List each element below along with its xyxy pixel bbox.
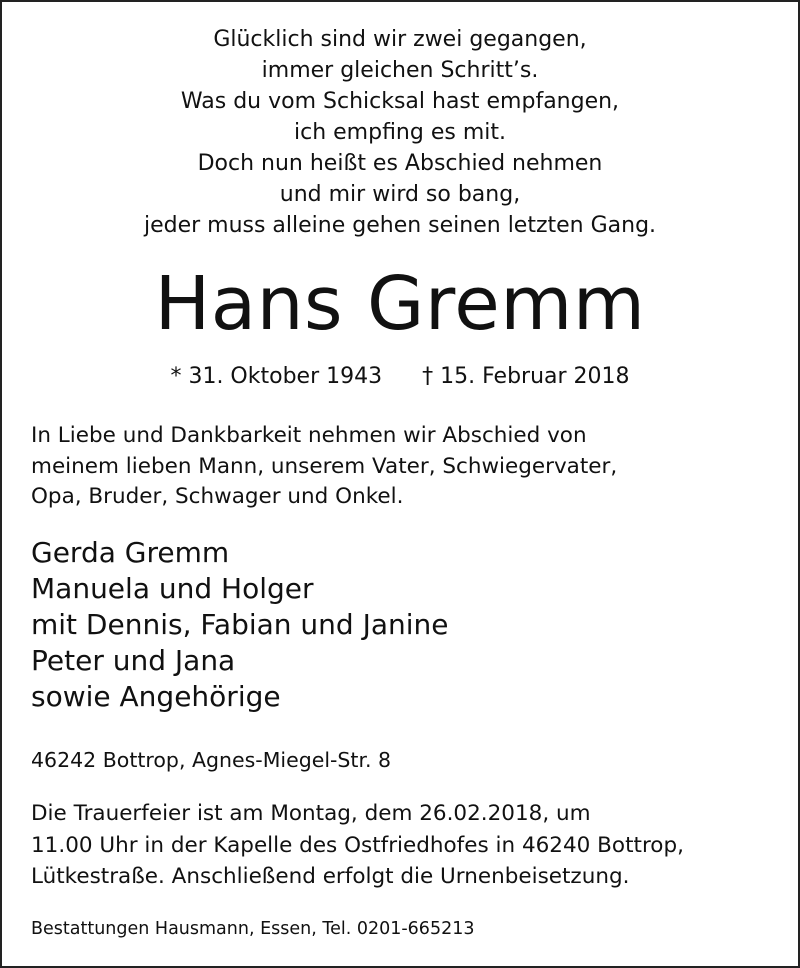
mourner: Manuela und Holger (31, 572, 314, 605)
mourner: mit Dennis, Fabian und Janine (31, 608, 449, 641)
poem-line: jeder muss alleine gehen seinen letzten Gang. (143, 213, 657, 238)
mourner: sowie Angehörige (31, 680, 281, 713)
farewell-line: meinem lieben Mann, unserem Vater, Schwiegervater, (31, 453, 618, 479)
farewell-line: In Liebe und Dankbarkeit nehmen wir Abschied von (31, 423, 587, 448)
service-line: 11.00 Uhr in der Kapelle des Ostfriedhofes in 46240 Bottrop, (31, 832, 684, 858)
life-dates (0, 362, 800, 392)
poem-line: ich empfing es mit. (294, 120, 506, 145)
service-line: Lütkestraße. Anschließend erfolgt die Urnenbeisetzung. (31, 864, 630, 889)
poem-line: Doch nun heißt es Abschied nehmen (197, 151, 603, 176)
poem (0, 24, 800, 241)
poem-line: Glücklich sind wir zwei gegangen, (213, 27, 587, 52)
farewell-line: Opa, Bruder, Schwager und Onkel. (31, 484, 404, 509)
death-date: † 15. Februar 2018 (422, 364, 630, 389)
mourner: Peter und Jana (31, 644, 236, 677)
mourners-list (31, 535, 771, 715)
deceased-name: Hans Gremm (154, 261, 646, 347)
service-line: Die Trauerfeier ist am Montag, dem 26.02.2018, um (31, 801, 591, 826)
service-info (31, 798, 781, 893)
birth-date: * 31. Oktober 1943 (170, 364, 383, 389)
poem-line: immer gleichen Schritt’s. (261, 58, 539, 83)
undertaker-info: Bestattungen Hausmann, Essen, Tel. 0201-665213 (31, 919, 475, 939)
family-address: 46242 Bottrop, Agnes-Miegel-Str. 8 (31, 748, 392, 772)
poem-line: und mir wird so bang, (279, 182, 521, 207)
farewell-text (31, 421, 771, 513)
mourner: Gerda Gremm (31, 536, 230, 569)
poem-line: Was du vom Schicksal hast empfangen, (180, 89, 620, 114)
